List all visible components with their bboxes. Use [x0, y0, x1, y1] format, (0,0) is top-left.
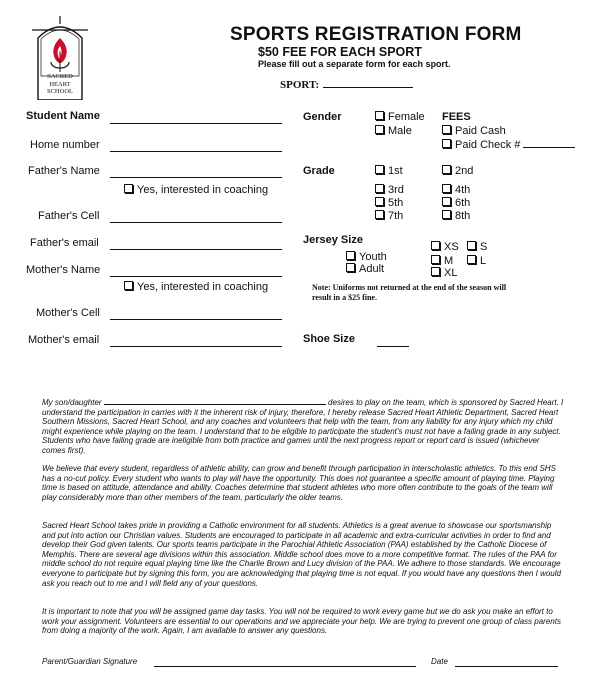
checkbox-box: [124, 184, 133, 193]
option-label: 1st: [388, 165, 403, 177]
checkbox-box: [442, 125, 451, 134]
option-label: M: [444, 255, 454, 267]
shoe-size-input[interactable]: [377, 346, 409, 347]
grade-option-2nd[interactable]: [442, 165, 473, 177]
mothers-name-label: Mother's Name: [26, 264, 101, 276]
fathers-name-label: Father's Name: [28, 165, 100, 177]
fathers-cell-label: Father's Cell: [38, 210, 100, 222]
checkbox-box: [442, 184, 451, 193]
fathers-email-label: Father's email: [30, 237, 99, 249]
jersey-option-youth[interactable]: [346, 251, 387, 263]
guardian-signature-label: Parent/Guardian Signature: [42, 657, 138, 666]
checkbox-box: [442, 210, 451, 219]
consent-paragraph-4: It is important to note that you will be assigned game day tasks. You will not be required to work every game but we do ask you make an effort to work your assignment. Volunteers are essential to our operations and we appreciate your help. We are trying to prevent one group of class parents from doing a majority of the work. Again, I am available to answer any questions.: [42, 607, 561, 636]
option-label: 4th: [455, 184, 471, 196]
grade-option-4th[interactable]: [442, 184, 470, 196]
logo-text-line: HEART: [49, 80, 71, 88]
consent-paragraph-2: We believe that every student, regardless of athletic ability, can grow and benefit through participation in interscholastic athletics. To this end SHS has a no-cut policy. Every student who wants to play will have the opportunity. This does not guarantee a specific amount of playing time. Playing time is based on attitude, attendance and ability. Coaches determine that student athletes who more often contribute to the goals of the team will play considerably more than other members of the team, particularly the older teams.: [42, 464, 556, 502]
check-number-line[interactable]: [523, 138, 575, 148]
grade-option-1st[interactable]: [375, 165, 403, 177]
checkbox-box: [431, 267, 440, 276]
grade-option-8th[interactable]: [442, 210, 470, 222]
home-number-label: Home number: [30, 139, 100, 151]
jersey-option-adult[interactable]: [346, 263, 384, 275]
logo-text-line: SCHOOL: [46, 88, 73, 95]
father-coaching-checkbox[interactable]: [124, 184, 268, 196]
sport-input-line[interactable]: [323, 78, 413, 88]
checkbox-label: Yes, interested in coaching: [137, 281, 269, 293]
checkbox-box: [346, 251, 355, 260]
student-name-label: Student Name: [26, 110, 100, 122]
checkbox-box: [442, 197, 451, 206]
option-label: 7th: [388, 210, 404, 222]
option-label: Paid Check #: [455, 139, 521, 151]
consent-body: desires to play on the team, which is sponsored by Sacred Heart. I understand the participation in carries with it the inherent risk of injury, therefore, I hereby release Sacred Heart Athletic Department, Sacred Heart Southern Missions, Sacred Heart School, and any coaches and volunteers that help with the team, from any liability for any injury which my child might experience while playing on the team. I understand that to be eligible to participate the student’s must not have a failing grade in any subject. Students who have failing grade are ineligible from both practice and games until the next progress report or report card is issued (whichever comes first).: [42, 398, 564, 455]
school-logo: [30, 16, 90, 100]
mothers-email-input[interactable]: [110, 346, 282, 347]
logo-text-line: SACRED: [47, 73, 73, 80]
date-label: Date: [431, 657, 448, 666]
option-label: S: [480, 241, 488, 253]
option-label: 6th: [455, 197, 471, 209]
option-label: Male: [388, 125, 412, 137]
home-number-input[interactable]: [110, 151, 282, 152]
checkbox-box: [431, 241, 440, 250]
mothers-email-label: Mother's email: [28, 334, 100, 346]
checkbox-box: [375, 210, 384, 219]
child-name-line[interactable]: [104, 397, 326, 405]
logo-text: [38, 73, 82, 96]
checkbox-box: [431, 255, 440, 264]
option-label: Youth: [359, 251, 387, 263]
grade-label: Grade: [303, 165, 335, 177]
checkbox-box: [467, 241, 476, 250]
fees-option-paid-cash[interactable]: [442, 125, 506, 137]
sport-label: SPORT:: [280, 79, 320, 91]
checkbox-box: [346, 263, 355, 272]
checkbox-box: [375, 165, 384, 174]
jersey-size-l[interactable]: [467, 255, 486, 267]
option-label: Female: [388, 111, 425, 123]
jersey-size-label: Jersey Size: [303, 234, 363, 246]
fees-option-paid-check[interactable]: [442, 138, 575, 151]
fee-subtitle: $50 FEE FOR EACH SPORT: [258, 45, 422, 59]
gender-option-female[interactable]: [375, 111, 425, 123]
option-label: L: [480, 255, 487, 267]
option-label: XS: [444, 241, 459, 253]
jersey-size-s[interactable]: [467, 241, 487, 253]
mothers-cell-input[interactable]: [110, 319, 282, 320]
fees-label: FEES: [442, 111, 471, 123]
checkbox-box: [375, 197, 384, 206]
gender-label: Gender: [303, 111, 342, 123]
option-label: 5th: [388, 197, 404, 209]
sport-field: [280, 78, 413, 91]
mothers-name-input[interactable]: [110, 276, 282, 277]
checkbox-box: [442, 139, 451, 148]
mother-coaching-checkbox[interactable]: [124, 281, 268, 293]
fathers-email-input[interactable]: [110, 249, 282, 250]
shoe-size-label: Shoe Size: [303, 333, 355, 345]
fathers-name-input[interactable]: [110, 177, 282, 178]
student-name-input[interactable]: [110, 123, 282, 124]
option-label: Paid Cash: [455, 125, 506, 137]
checkbox-box: [124, 281, 133, 290]
option-label: 2nd: [455, 165, 474, 177]
consent-intro: My son/daughter: [42, 398, 102, 407]
option-label: XL: [444, 267, 458, 279]
date-line[interactable]: [455, 666, 558, 667]
checkbox-box: [375, 125, 384, 134]
jersey-size-m[interactable]: [431, 255, 453, 267]
checkbox-box: [467, 255, 476, 264]
guardian-signature-line[interactable]: [154, 666, 416, 667]
uniform-note: Note: Uniforms not returned at the end of the season will result in a $25 fine.: [312, 283, 507, 302]
gender-option-male[interactable]: [375, 125, 412, 137]
grade-option-7th[interactable]: [375, 210, 403, 222]
grade-option-3rd[interactable]: [375, 184, 404, 196]
consent-paragraph-1: [42, 397, 564, 456]
checkbox-box: [375, 184, 384, 193]
form-title: SPORTS REGISTRATION FORM: [230, 24, 522, 45]
checkbox-label: Yes, interested in coaching: [137, 184, 269, 196]
grade-option-5th[interactable]: [375, 197, 403, 209]
jersey-size-xs[interactable]: [431, 241, 459, 253]
consent-paragraph-3: Sacred Heart School takes pride in providing a Catholic environment for all students. Athletics is a great avenue to showcase our sportsmanship and put into action our Christian values. Students are encouraged to participate in all academic and extra-curricular activities in order to find and develop their God given talents. Our sports teams participate in the Parochial Athletic Association (PAA) established by the Catholic Diocese of Memphis. There are several age divisions within this association. Middle school does move to a more competitive format. The rules of the PAA for middle school do not require equal playing time like the Charlie Brown and Lucy division of the PAA. We adhere to those standards. We encourage everyone to participate but by signing this form, you are acknowledging that playing time is not equal. If you would have any questions then I would ask you reach out to me and I will field any of your questions.: [42, 521, 561, 588]
jersey-size-xl[interactable]: [431, 267, 457, 279]
grade-option-6th[interactable]: [442, 197, 470, 209]
option-label: Adult: [359, 263, 385, 275]
checkbox-box: [375, 111, 384, 120]
mothers-cell-label: Mother's Cell: [36, 307, 100, 319]
checkbox-box: [442, 165, 451, 174]
option-label: 8th: [455, 210, 471, 222]
option-label: 3rd: [388, 184, 404, 196]
instruction-text: Please fill out a separate form for each sport.: [258, 59, 451, 69]
fathers-cell-input[interactable]: [110, 222, 282, 223]
